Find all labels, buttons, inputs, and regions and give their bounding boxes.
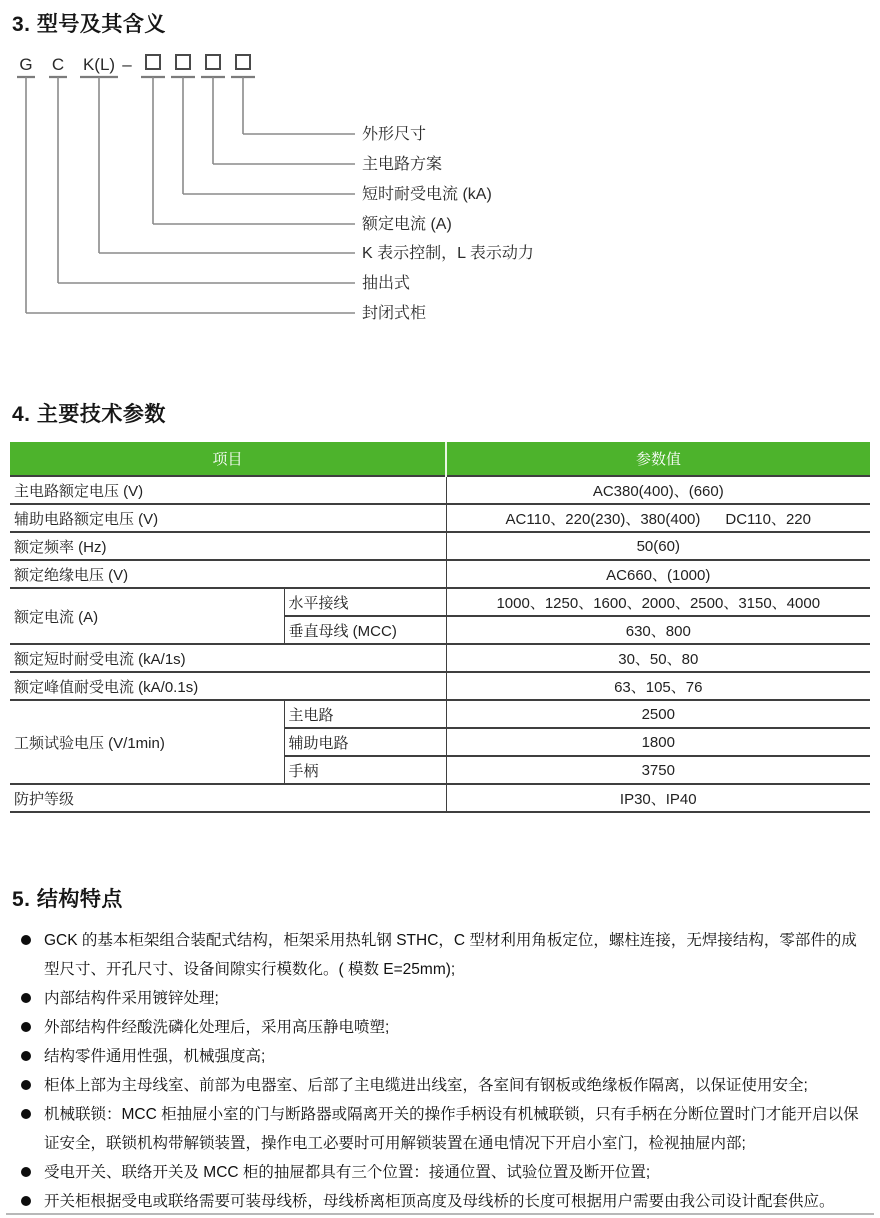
param-value-cell: 1800 (446, 728, 870, 756)
bullet-icon (21, 1167, 31, 1177)
feature-text: 开关柜根据受电或联络需要可装母线桥，母线桥离柜顶高度及母线桥的长度可根据用户需要由我公司设计配套供应。 (44, 1193, 835, 1210)
feature-text: 外部结构件经酸洗磷化处理后，采用高压静电喷塑; (44, 1019, 390, 1036)
param-value-cell: 1000、1250、1600、2000、2500、3150、4000 (446, 588, 870, 616)
parameters-table (10, 442, 870, 813)
bullet-icon (21, 1109, 31, 1119)
diagram-label-enclosed: 封闭式柜 (362, 305, 427, 322)
bullet-icon (21, 1051, 31, 1061)
model-code-box-2 (176, 55, 190, 69)
section-3-title: 3. 型号及其含义 (12, 13, 166, 36)
feature-text: 结构零件通用性强，机械强度高; (44, 1048, 266, 1065)
bullet-icon (21, 1080, 31, 1090)
param-name-cell: 额定电流 (A) (10, 588, 284, 644)
feature-text: 柜体上部为主母线室、前部为电器室、后部了主电缆进出线室，各室间有钢板或绝缘板作隔离，以保证使用安全; (44, 1077, 808, 1094)
feature-item (10, 926, 870, 984)
feature-text: 机械联锁：MCC 柜抽屉小室的门与断路器或隔离开关的操作手柄设有机械联锁，只有手柄在分断位置时门才能开启以保证安全，联锁机构带解锁装置，操作电工必要时可用解锁装置在通电情况下开启小室门，检视抽屉内部; (44, 1106, 859, 1152)
table-row (10, 784, 870, 812)
features-list (10, 926, 870, 1216)
diagram-label-rated-current: 额定电流 (A) (362, 216, 452, 233)
table-row (10, 560, 870, 588)
sub-param-cell: 手柄 (284, 756, 446, 784)
param-value-cell: AC380(400)、(660) (446, 476, 870, 504)
diagram-label-k-control: K 表示控制，L 表示动力 (362, 245, 534, 262)
diagram-label-withstand: 短时耐受电流 (kA) (362, 186, 492, 203)
section-5-title: 5. 结构特点 (12, 888, 123, 911)
page-bottom-divider (6, 1213, 874, 1215)
code-dash: – (122, 55, 132, 74)
bullet-icon (21, 935, 31, 945)
code-letter-c: C (51, 55, 65, 74)
param-value-cell: 2500 (446, 700, 870, 728)
feature-text: GCK 的基本柜架组合装配式结构，柜架采用热轧钢 STHC，C 型材利用角板定位，螺柱连接，无焊接结构，零部件的成型尺寸、开孔尺寸、设备间隙实行模数化。( 模数 E=25mm); (44, 932, 857, 978)
table-header-value: 参数值 (446, 442, 870, 476)
code-letter-g: G (19, 55, 33, 74)
model-code-box-4 (236, 55, 250, 69)
param-name-cell: 额定峰值耐受电流 (kA/0.1s) (10, 672, 446, 700)
table-row (10, 532, 870, 560)
table-row (10, 672, 870, 700)
param-value-cell: 3750 (446, 756, 870, 784)
table-row (10, 588, 870, 616)
table-row (10, 504, 870, 532)
code-letter-kl: K(L) (82, 55, 116, 74)
param-value-cell: 50(60) (446, 532, 870, 560)
param-name-cell: 防护等级 (10, 784, 446, 812)
table-header-row (10, 442, 870, 476)
param-name-cell: 额定绝缘电压 (V) (10, 560, 446, 588)
param-name-cell: 辅助电路额定电压 (V) (10, 504, 446, 532)
param-value-cell: 630、800 (446, 616, 870, 644)
param-value-cell: IP30、IP40 (446, 784, 870, 812)
param-value-cell: 63、105、76 (446, 672, 870, 700)
sub-param-cell: 水平接线 (284, 588, 446, 616)
param-value-cell: 30、50、80 (446, 644, 870, 672)
sub-param-cell: 垂直母线 (MCC) (284, 616, 446, 644)
sub-param-cell: 主电路 (284, 700, 446, 728)
param-value-cell: AC110、220(230)、380(400) DC110、220 (446, 504, 870, 532)
param-name-cell: 额定短时耐受电流 (kA/1s) (10, 644, 446, 672)
diagram-label-main-circuit: 主电路方案 (362, 156, 443, 173)
table-row (10, 644, 870, 672)
feature-item (10, 1100, 870, 1158)
catalog-page (0, 8, 880, 1216)
table-row (10, 476, 870, 504)
param-name-cell: 主电路额定电压 (V) (10, 476, 446, 504)
feature-item (10, 1042, 870, 1071)
model-code-diagram (10, 46, 870, 328)
param-name-cell: 额定频率 (Hz) (10, 532, 446, 560)
model-code-box-1 (146, 55, 160, 69)
feature-item (10, 1071, 870, 1100)
diagram-label-drawout: 抽出式 (362, 275, 411, 292)
feature-text: 受电开关、联络开关及 MCC 柜的抽屉都具有三个位置：接通位置、试验位置及断开位置; (44, 1164, 651, 1181)
table-row (10, 700, 870, 728)
feature-item (10, 1187, 870, 1216)
table-header-item: 项目 (10, 442, 446, 476)
param-name-cell: 工频试验电压 (V/1min) (10, 700, 284, 784)
sub-param-cell: 辅助电路 (284, 728, 446, 756)
diagram-label-dimensions: 外形尺寸 (362, 126, 427, 143)
feature-text: 内部结构件采用镀锌处理; (44, 990, 219, 1007)
feature-item (10, 984, 870, 1013)
section-4-title: 4. 主要技术参数 (12, 403, 166, 426)
model-code-box-3 (206, 55, 220, 69)
bullet-icon (21, 1022, 31, 1032)
bullet-icon (21, 1196, 31, 1206)
feature-item (10, 1013, 870, 1042)
bullet-icon (21, 993, 31, 1003)
feature-item (10, 1158, 870, 1187)
param-value-cell: AC660、(1000) (446, 560, 870, 588)
